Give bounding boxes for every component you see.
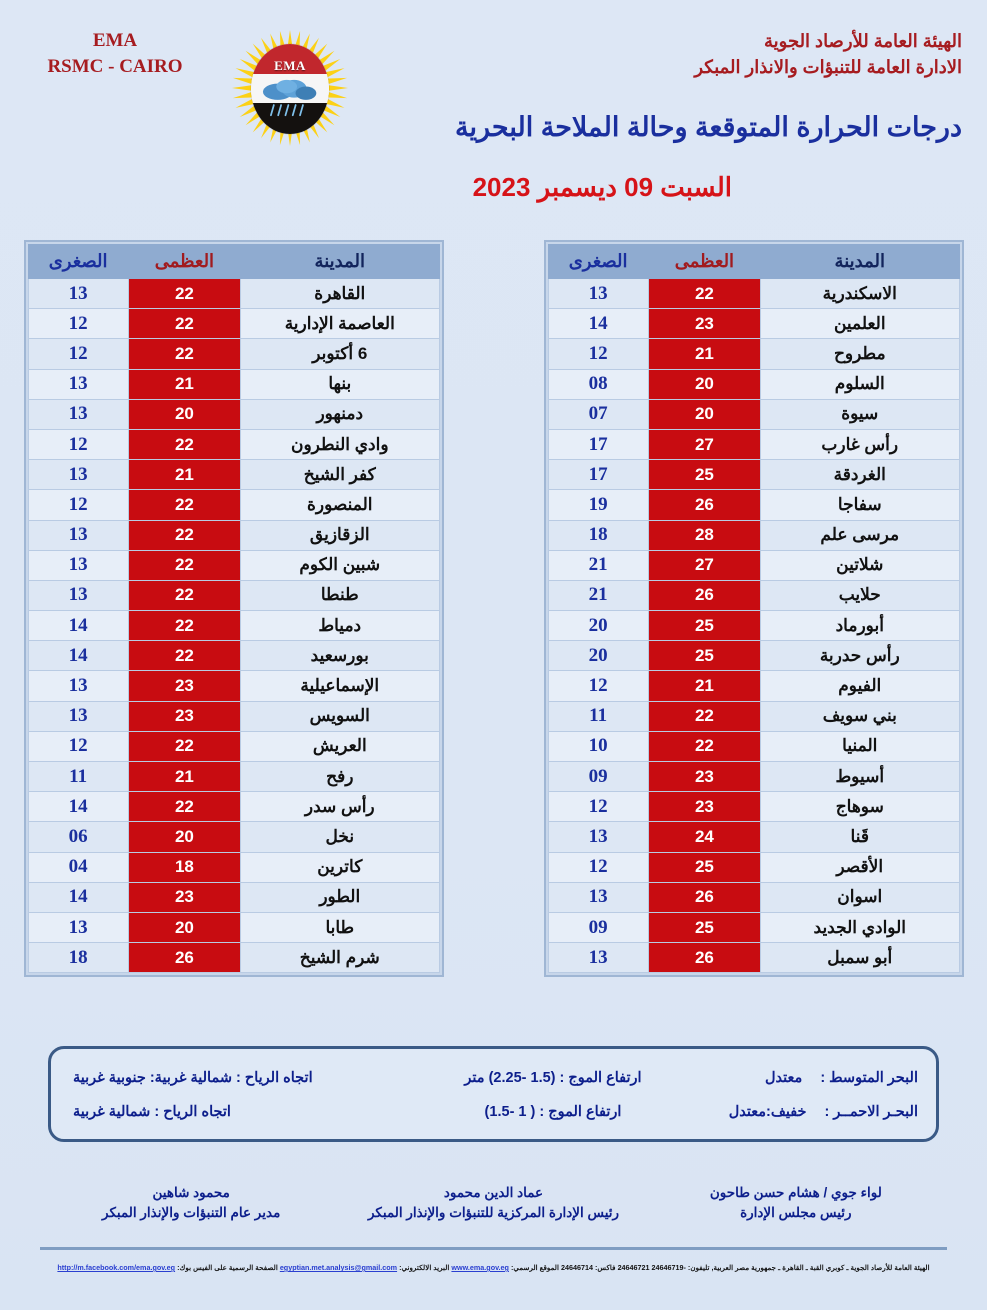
cell-min-temp: 14 <box>28 792 128 822</box>
column-header-max: العظمى <box>648 245 760 279</box>
cell-max-temp: 21 <box>128 460 240 490</box>
rain-icon <box>268 101 312 121</box>
cell-city: الوادي الجديد <box>761 912 959 942</box>
cell-min-temp: 11 <box>548 701 648 731</box>
mediterranean-value: معتدل <box>764 1070 803 1086</box>
table-row <box>548 460 959 490</box>
table-row <box>28 943 439 973</box>
table-row <box>28 369 439 399</box>
page-header <box>0 0 987 230</box>
footer-facebook-label: الصفحة الرسمية على الفيس بوك: <box>177 1263 278 1272</box>
cell-min-temp: 18 <box>548 520 648 550</box>
cell-city: أبورماد <box>761 611 959 641</box>
mediterranean-state <box>703 1070 918 1086</box>
footer-address: الهيئة العامة للأرصاد الجوية ـ كوبري القبة ـ القاهرة ـ جمهورية مصر العربية, تليفون: -24646719 24646721 فاكس: 24646714 <box>560 1263 930 1272</box>
cell-city: رفح <box>241 762 439 792</box>
table-row <box>28 611 439 641</box>
forecast-table-right-wrap <box>24 240 444 977</box>
cell-min-temp: 12 <box>28 731 128 761</box>
cell-min-temp: 13 <box>548 822 648 852</box>
cell-city: بورسعيد <box>241 641 439 671</box>
footer-website-label: الموقع الرسمي: <box>510 1263 559 1272</box>
cell-max-temp: 23 <box>128 882 240 912</box>
mediterranean-wind-direction: اتجاه الرياح : شمالية غربية: جنوبية غربية <box>73 1070 313 1086</box>
table-row <box>28 912 439 942</box>
cell-min-temp: 20 <box>548 611 648 641</box>
cell-max-temp: 27 <box>648 429 760 459</box>
cell-min-temp: 13 <box>28 701 128 731</box>
ema-logo <box>230 28 350 148</box>
red-sea-wind-direction: اتجاه الرياح : شمالية غربية <box>73 1104 231 1120</box>
table-row <box>548 731 959 761</box>
signature-general-manager <box>40 1183 342 1224</box>
cell-min-temp: 13 <box>28 460 128 490</box>
page-footer <box>38 1262 949 1274</box>
cell-min-temp: 21 <box>548 550 648 580</box>
column-header-city: المدينة <box>241 245 439 279</box>
table-row <box>28 550 439 580</box>
signature-chairman <box>645 1183 947 1224</box>
table-header-row <box>548 245 959 279</box>
table-row <box>28 580 439 610</box>
cell-max-temp: 21 <box>128 369 240 399</box>
column-header-city: المدينة <box>761 245 959 279</box>
footer-email-link[interactable]: egyptian.met.analysis@gmail.com <box>279 1263 398 1272</box>
cell-max-temp: 25 <box>648 912 760 942</box>
cell-city: سوهاج <box>761 792 959 822</box>
forecast-table-left-wrap <box>544 240 964 977</box>
cell-min-temp: 11 <box>28 762 128 792</box>
cell-min-temp: 13 <box>28 520 128 550</box>
cell-max-temp: 26 <box>648 943 760 973</box>
cell-city: بني سويف <box>761 701 959 731</box>
cell-city: وادي النطرون <box>241 429 439 459</box>
page-title: درجات الحرارة المتوقعة وحالة الملاحة البحرية <box>455 112 962 142</box>
cell-max-temp: 21 <box>648 339 760 369</box>
cell-max-temp: 23 <box>648 792 760 822</box>
cell-city: الزقازيق <box>241 520 439 550</box>
table-head-left <box>548 245 959 279</box>
table-body-left <box>548 279 959 973</box>
table-row <box>548 912 959 942</box>
cell-max-temp: 22 <box>128 792 240 822</box>
table-row <box>28 520 439 550</box>
cell-min-temp: 13 <box>28 912 128 942</box>
cell-city: كفر الشيخ <box>241 460 439 490</box>
forecast-tables <box>0 240 987 977</box>
footer-website-link[interactable]: www.ema.gov.eg <box>451 1263 509 1272</box>
cell-city: شرم الشيخ <box>241 943 439 973</box>
mediterranean-label: البحر المتوسط : <box>820 1070 918 1086</box>
table-row <box>548 882 959 912</box>
table-row <box>548 943 959 973</box>
cell-max-temp: 22 <box>648 701 760 731</box>
cell-min-temp: 13 <box>28 399 128 429</box>
cell-min-temp: 12 <box>28 490 128 520</box>
signature-block <box>40 1183 947 1224</box>
table-row <box>28 641 439 671</box>
cell-city: مرسى علم <box>761 520 959 550</box>
footer-email-label: البريد الالكتروني: <box>399 1263 450 1272</box>
cell-city: المنصورة <box>241 490 439 520</box>
cell-max-temp: 25 <box>648 852 760 882</box>
table-row <box>548 339 959 369</box>
red-sea-label: البحـر الاحمــر : <box>824 1104 918 1120</box>
column-header-min: الصغرى <box>28 245 128 279</box>
cell-max-temp: 18 <box>128 852 240 882</box>
table-header-row <box>28 245 439 279</box>
cell-min-temp: 13 <box>28 580 128 610</box>
cell-max-temp: 21 <box>128 762 240 792</box>
cell-min-temp: 18 <box>28 943 128 973</box>
cell-max-temp: 23 <box>648 309 760 339</box>
cell-max-temp: 26 <box>648 490 760 520</box>
table-row <box>548 369 959 399</box>
table-row <box>548 550 959 580</box>
column-header-max: العظمى <box>128 245 240 279</box>
cell-min-temp: 14 <box>28 641 128 671</box>
footer-facebook-link[interactable]: http://m.facebook.com/ema.gov.eg <box>57 1263 176 1272</box>
cell-max-temp: 20 <box>648 369 760 399</box>
cell-max-temp: 20 <box>128 912 240 942</box>
cell-max-temp: 22 <box>128 429 240 459</box>
cell-city: سيوة <box>761 399 959 429</box>
cell-min-temp: 21 <box>548 580 648 610</box>
table-row <box>28 309 439 339</box>
cell-min-temp: 20 <box>548 641 648 671</box>
cell-min-temp: 07 <box>548 399 648 429</box>
cell-city: العلمين <box>761 309 959 339</box>
table-row <box>548 580 959 610</box>
cell-max-temp: 26 <box>128 943 240 973</box>
cell-city: السلوم <box>761 369 959 399</box>
forecast-date: السبت 09 ديسمبر 2023 <box>472 172 732 202</box>
cell-max-temp: 22 <box>128 550 240 580</box>
cell-max-temp: 24 <box>648 822 760 852</box>
table-row <box>548 520 959 550</box>
table-row <box>548 792 959 822</box>
table-row <box>548 490 959 520</box>
cell-min-temp: 17 <box>548 460 648 490</box>
cell-max-temp: 22 <box>128 490 240 520</box>
marine-conditions-box <box>48 1046 939 1142</box>
cell-max-temp: 20 <box>128 822 240 852</box>
cell-max-temp: 20 <box>128 399 240 429</box>
cell-max-temp: 22 <box>128 731 240 761</box>
cell-min-temp: 04 <box>28 852 128 882</box>
cell-city: نخل <box>241 822 439 852</box>
signature-central-head <box>342 1183 644 1224</box>
table-row <box>28 339 439 369</box>
cell-min-temp: 12 <box>548 671 648 701</box>
cell-max-temp: 26 <box>648 580 760 610</box>
cell-city: المنيا <box>761 731 959 761</box>
table-row <box>28 490 439 520</box>
cell-max-temp: 22 <box>648 279 760 309</box>
table-row <box>28 731 439 761</box>
table-row <box>28 429 439 459</box>
cell-max-temp: 22 <box>128 641 240 671</box>
cell-city: الطور <box>241 882 439 912</box>
cell-max-temp: 25 <box>648 611 760 641</box>
cell-city: سفاجا <box>761 490 959 520</box>
cell-min-temp: 08 <box>548 369 648 399</box>
signature-title: رئيس مجلس الإدارة <box>740 1205 852 1221</box>
table-row <box>28 399 439 429</box>
cell-max-temp: 25 <box>648 460 760 490</box>
cell-max-temp: 23 <box>128 671 240 701</box>
footer-divider <box>40 1247 947 1250</box>
signature-name: عماد الدين محمود <box>443 1185 544 1200</box>
cell-min-temp: 09 <box>548 762 648 792</box>
forecast-table-left <box>548 244 960 973</box>
badge-ema-text: EMA <box>274 58 306 74</box>
table-row <box>548 822 959 852</box>
cell-city: العاصمة الإدارية <box>241 309 439 339</box>
signature-title: مدير عام التنبؤات والإنذار المبكر <box>102 1205 281 1221</box>
cell-min-temp: 14 <box>28 882 128 912</box>
cell-max-temp: 25 <box>648 641 760 671</box>
table-row <box>28 792 439 822</box>
cell-max-temp: 23 <box>648 762 760 792</box>
red-sea-state <box>703 1104 918 1120</box>
cell-min-temp: 12 <box>548 792 648 822</box>
table-row <box>548 429 959 459</box>
cell-city: الغردقة <box>761 460 959 490</box>
column-header-min: الصغرى <box>548 245 648 279</box>
cell-city: دمنهور <box>241 399 439 429</box>
mediterranean-wave-height: ارتفاع الموج : (1.5 -2.25) متر <box>464 1070 642 1086</box>
cell-min-temp: 19 <box>548 490 648 520</box>
marine-row-red-sea <box>69 1095 918 1129</box>
cell-max-temp: 26 <box>648 882 760 912</box>
table-row <box>548 279 959 309</box>
cell-city: رأس سدر <box>241 792 439 822</box>
cell-min-temp: 12 <box>28 339 128 369</box>
cell-max-temp: 21 <box>648 671 760 701</box>
cell-min-temp: 13 <box>548 943 648 973</box>
table-row <box>548 762 959 792</box>
cell-min-temp: 12 <box>548 852 648 882</box>
cell-min-temp: 14 <box>548 309 648 339</box>
cell-city: الإسماعيلية <box>241 671 439 701</box>
cell-max-temp: 27 <box>648 550 760 580</box>
signature-name: محمود شاهين <box>152 1185 230 1200</box>
table-row <box>28 882 439 912</box>
cell-city: قَنا <box>761 822 959 852</box>
cell-city: أسيوط <box>761 762 959 792</box>
rsmc-cairo-text: RSMC - CAIRO <box>47 55 183 77</box>
cell-min-temp: 12 <box>28 309 128 339</box>
cell-city: 6 أكتوبر <box>241 339 439 369</box>
cell-city: السويس <box>241 701 439 731</box>
cell-max-temp: 20 <box>648 399 760 429</box>
cell-city: رأس غارب <box>761 429 959 459</box>
cell-max-temp: 22 <box>128 520 240 550</box>
cell-max-temp: 28 <box>648 520 760 550</box>
cell-city: كاترين <box>241 852 439 882</box>
cell-max-temp: 22 <box>128 611 240 641</box>
signature-name: لواء جوي / هشام حسن طاحون <box>709 1185 882 1200</box>
cell-min-temp: 12 <box>548 339 648 369</box>
table-row <box>28 852 439 882</box>
cell-min-temp: 10 <box>548 731 648 761</box>
cell-city: مطروح <box>761 339 959 369</box>
cell-max-temp: 22 <box>128 279 240 309</box>
cell-city: شلاتين <box>761 550 959 580</box>
cell-min-temp: 13 <box>28 369 128 399</box>
cell-min-temp: 13 <box>548 279 648 309</box>
red-sea-value: خفيف:معتدل <box>728 1104 807 1120</box>
ema-abbr-text: EMA <box>92 30 138 51</box>
cell-city: القاهرة <box>241 279 439 309</box>
table-row <box>548 701 959 731</box>
cell-city: العريش <box>241 731 439 761</box>
table-row <box>548 852 959 882</box>
table-row <box>548 641 959 671</box>
cell-city: الفيوم <box>761 671 959 701</box>
table-row <box>28 701 439 731</box>
table-row <box>28 822 439 852</box>
cell-max-temp: 22 <box>648 731 760 761</box>
table-row <box>548 671 959 701</box>
table-row <box>548 399 959 429</box>
table-row <box>28 460 439 490</box>
table-row <box>28 279 439 309</box>
ema-rsmc-label <box>0 28 230 79</box>
table-row <box>28 671 439 701</box>
cell-city: أبو سمبل <box>761 943 959 973</box>
table-row <box>548 309 959 339</box>
cell-min-temp: 17 <box>548 429 648 459</box>
cell-city: طنطا <box>241 580 439 610</box>
cell-city: طابا <box>241 912 439 942</box>
cell-city: دمياط <box>241 611 439 641</box>
table-head-right <box>28 245 439 279</box>
cell-max-temp: 22 <box>128 580 240 610</box>
signature-title: رئيس الإدارة المركزية للتنبؤات والإنذار المبكر <box>367 1205 620 1221</box>
cell-min-temp: 13 <box>28 671 128 701</box>
ema-badge <box>251 44 329 134</box>
cell-city: رأس حدربة <box>761 641 959 671</box>
cloud-icon <box>260 76 319 103</box>
forecast-table-right <box>28 244 440 973</box>
cell-city: الأقصر <box>761 852 959 882</box>
cell-min-temp: 13 <box>28 550 128 580</box>
cell-min-temp: 13 <box>28 279 128 309</box>
table-row <box>548 611 959 641</box>
cell-min-temp: 06 <box>28 822 128 852</box>
cell-min-temp: 12 <box>28 429 128 459</box>
cell-city: بنها <box>241 369 439 399</box>
cell-max-temp: 22 <box>128 309 240 339</box>
cell-city: شبين الكوم <box>241 550 439 580</box>
cell-min-temp: 14 <box>28 611 128 641</box>
cell-city: الاسكندرية <box>761 279 959 309</box>
marine-row-mediterranean <box>69 1061 918 1095</box>
red-sea-wave-height: ارتفاع الموج : ( 1 -1.5) <box>484 1104 622 1120</box>
cell-city: حلايب <box>761 580 959 610</box>
cell-min-temp: 13 <box>548 882 648 912</box>
cell-max-temp: 22 <box>128 339 240 369</box>
table-row <box>28 762 439 792</box>
cell-city: اسوان <box>761 882 959 912</box>
org-line-2: الادارة العامة للتنبؤات والانذار المبكر <box>694 57 962 78</box>
cell-min-temp: 09 <box>548 912 648 942</box>
organization-title <box>694 28 962 80</box>
cell-max-temp: 23 <box>128 701 240 731</box>
table-body-right <box>28 279 439 973</box>
org-line-1: الهيئة العامة للأرصاد الجوية <box>763 31 962 51</box>
